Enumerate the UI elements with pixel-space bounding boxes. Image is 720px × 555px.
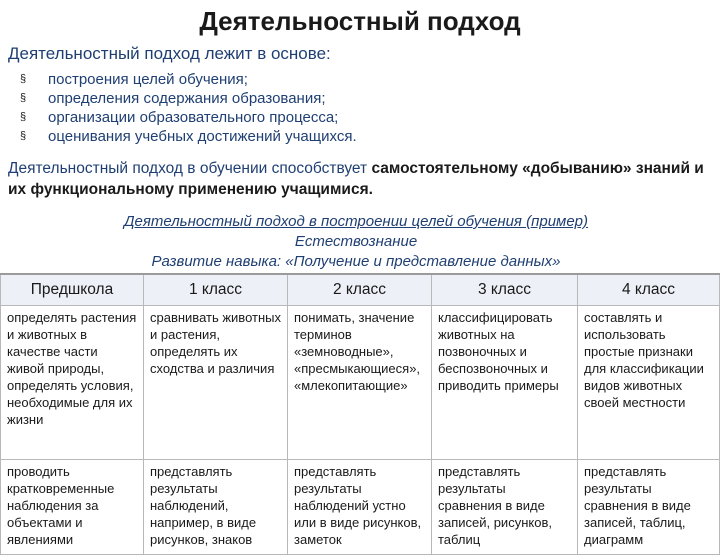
goals-table <box>0 273 720 555</box>
caption-line-2: Естествознание <box>294 233 418 250</box>
bullet-item <box>20 108 357 127</box>
bullet-marker-icon: § <box>20 111 27 123</box>
caption-line-1: Деятельностный подход в построении целей обучения (пример) <box>123 213 589 230</box>
bullet-item <box>20 89 357 108</box>
bullet-marker-icon: § <box>20 130 27 142</box>
slide-title: Деятельностный подход <box>199 6 521 36</box>
table-cell: представлять результаты наблюдений устно или в виде рисунков, заметок <box>288 460 432 555</box>
bullet-text: построения целей обучения; <box>48 71 248 88</box>
table-header-cell: 1 класс <box>144 275 288 306</box>
table-cell: определять растения и животных в качестве части живой природы, определять условия, необходимые для их жизни <box>0 306 144 460</box>
table-header-cell: 3 класс <box>432 275 578 306</box>
table-header-cell: Предшкола <box>0 275 144 306</box>
table-header-cell: 4 класс <box>578 275 720 306</box>
bullet-marker-icon: § <box>20 92 27 104</box>
paragraph-bold-text: самостоятельному «добыванию» знаний и их функциональному применению учащимися. <box>8 160 704 198</box>
table-caption <box>0 212 712 272</box>
table-cell: понимать, значение терминов «земноводные», «пресмыкающиеся», «млекопитающие» <box>288 306 432 460</box>
table-cell: представлять результаты сравнения в виде записей, таблиц, диаграмм <box>578 460 720 555</box>
bullet-item <box>20 127 357 146</box>
bullet-list <box>20 70 357 146</box>
bullet-item <box>20 70 357 89</box>
table-cell: проводить кратковременные наблюдения за объектами и явлениями <box>0 460 144 555</box>
summary-paragraph <box>8 158 708 200</box>
intro-text: Деятельностный подход лежит в основе: <box>8 44 331 63</box>
bullet-text: определения содержания образования; <box>48 90 326 107</box>
table-cell: составлять и использовать простые признаки для классификации видов животных своей местности <box>578 306 720 460</box>
paragraph-normal-text: Деятельностный подход в обучении способствует <box>8 160 372 177</box>
caption-line-3: Развитие навыка: «Получение и представление данных» <box>151 253 561 270</box>
bullet-marker-icon: § <box>20 73 27 85</box>
table-header-cell: 2 класс <box>288 275 432 306</box>
table-cell: представлять результаты сравнения в виде записей, рисунков, таблиц <box>432 460 578 555</box>
table-cell: классифицировать животных на позвоночных и беспозвоночных и приводить примеры <box>432 306 578 460</box>
table-cell: представлять результаты наблюдений, например, в виде рисунков, знаков <box>144 460 288 555</box>
bullet-text: организации образовательного процесса; <box>48 109 339 126</box>
table-cell: сравнивать животных и растения, определять их сходства и различия <box>144 306 288 460</box>
bullet-text: оценивания учебных достижений учащихся. <box>48 128 357 145</box>
